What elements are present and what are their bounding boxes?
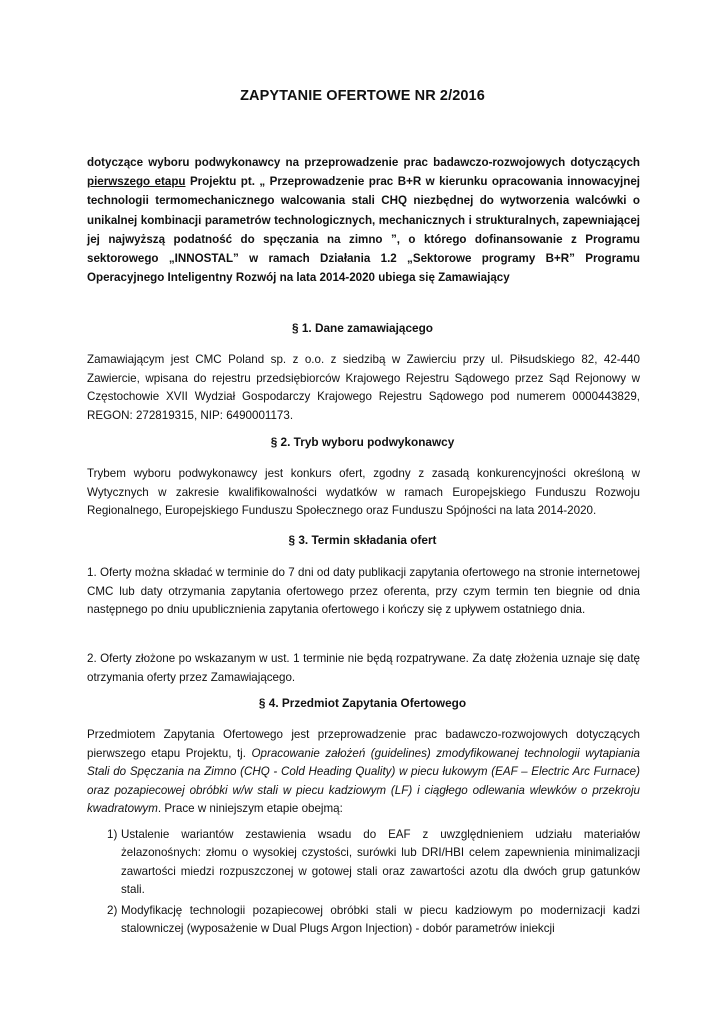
section-1-text: Zamawiającym jest CMC Poland sp. z o.o. z siedzibą w Zawierciu przy ul. Piłsudskiego 82, 42-440 Zawiercie, wpisana do rejestru przedsiębiorców Krajowego Rejestru Sądowego przez Sąd Rejonowy w Częstochowie XVII Wydział Gospodarczy Krajowego Rejestru Sądowego pod numerem 0000443829, REGON: 272819315, NIP: 6490001173. [87,353,640,422]
intro-paragraph [87,153,640,287]
section-4-lead-text: Przedmiotem Zapytania Ofertowego jest przeprowadzenie prac badawczo-rozwojowych dotyczących pierwszego etapu Projektu, tj. [87,728,640,760]
list-item-text: Modyfikację technologii pozapiecowej obróbki stali w piecu kadziowym po modernizacji kadzi stalowniczej (wyposażenie w Dual Plugs Argon Injection) - dobór parametrów iniekcji [121,903,640,936]
intro-text-part1: dotyczące wyboru podwykonawcy na przeprowadzenie prac badawczo-rozwojowych dotyczących [87,156,640,169]
section-3-paragraph-2: 2. Oferty złożone po wskazanym w ust. 1 terminie nie będą rozpatrywane. Za datę złożenia uznaje się datę otrzymania oferty przez Zamawiającego. [87,652,640,684]
section-4-work-list [87,826,640,940]
section-3-paragraph-1: 1. Oferty można składać w terminie do 7 dni od daty publikacji zapytania ofertowego na stronie internetowej CMC lub daty otrzymania zapytania ofertowego przez oferenta, przy czym termin ten biegnie od dnia następnego po dniu upublicznienia zapytania ofertowego i kończy się z upływem ostatniego dnia. [87,566,640,617]
section-4-tail-text: . Prace w niniejszym etapie obejmą: [157,802,343,816]
intro-underlined-text: pierwszego etapu [87,175,186,189]
section-3-heading: § 3. Termin składania ofert [288,533,437,547]
section-4-heading: § 4. Przedmiot Zapytania Ofertowego [258,696,467,710]
list-item-number: 1) [107,828,118,841]
section-1-heading: § 1. Dane zamawiającego [292,321,433,335]
section-2-heading: § 2. Tryb wyboru podwykonawcy [270,435,455,449]
list-item [87,902,640,939]
section-2-text: Trybem wyboru podwykonawcy jest konkurs ofert, zgodny z zasadą konkurencyjności określoną w Wytycznych w zakresie kwalifikowalności wydatków w ramach Europejskiego Funduszu Rozwoju Regionalnego, Europejskiego Funduszu Społecznego oraz Funduszu Spójności na lata 2014-2020. [87,467,640,518]
list-item-number: 2) [107,903,118,917]
section-4-italic-text: Opracowanie założeń (guidelines) zmodyfikowanej technologii wytapiania Stali do Spęczania na Zimno (CHQ - Cold Heading Quality) w piecu łukowym (EAF – Electric Arc Furnace) oraz pozapiecowej obróbki w/w stali w piecu kadziowym (LF) i ciągłego odlewania wlewków o przekroju kwadratowym [87,746,640,816]
list-item [87,826,640,900]
document-title: ZAPYTANIE OFERTOWE NR 2/2016 [240,88,485,104]
intro-text-part2: Projektu pt. „ Przeprowadzenie prac B+R w kierunku opracowania innowacyjnej technologii termomechanicznego walcowania stali CHQ niezbędnej do wytworzenia walcówki o unikalnej kombinacji parametrów technologicznych, mechanicznych i strukturalnych, zapewniającej jej najwyższą podatność do spęczania na zimno ”, o którego dofinansowanie z Programu sektorowego „INNOSTAL” w ramach Działania 1.2 „Sektorowe programy B+R” Programu Operacyjnego Inteligentny Rozwój na lata 2014-2020 ubiega się Zamawiający [87,175,640,285]
list-item-text: Ustalenie wariantów zestawienia wsadu do EAF z uwzględnieniem udziału materiałów żelazonośnych: złomu o wysokiej czystości, surówki lub DRI/HBI celem zapewnienia minimalizacji zawartości miedzi rozpuszczonej w gotowej stali oraz zawartości azotu dla dwóch grup gatunków stali. [121,828,640,897]
section-4-lead-paragraph [87,726,640,819]
